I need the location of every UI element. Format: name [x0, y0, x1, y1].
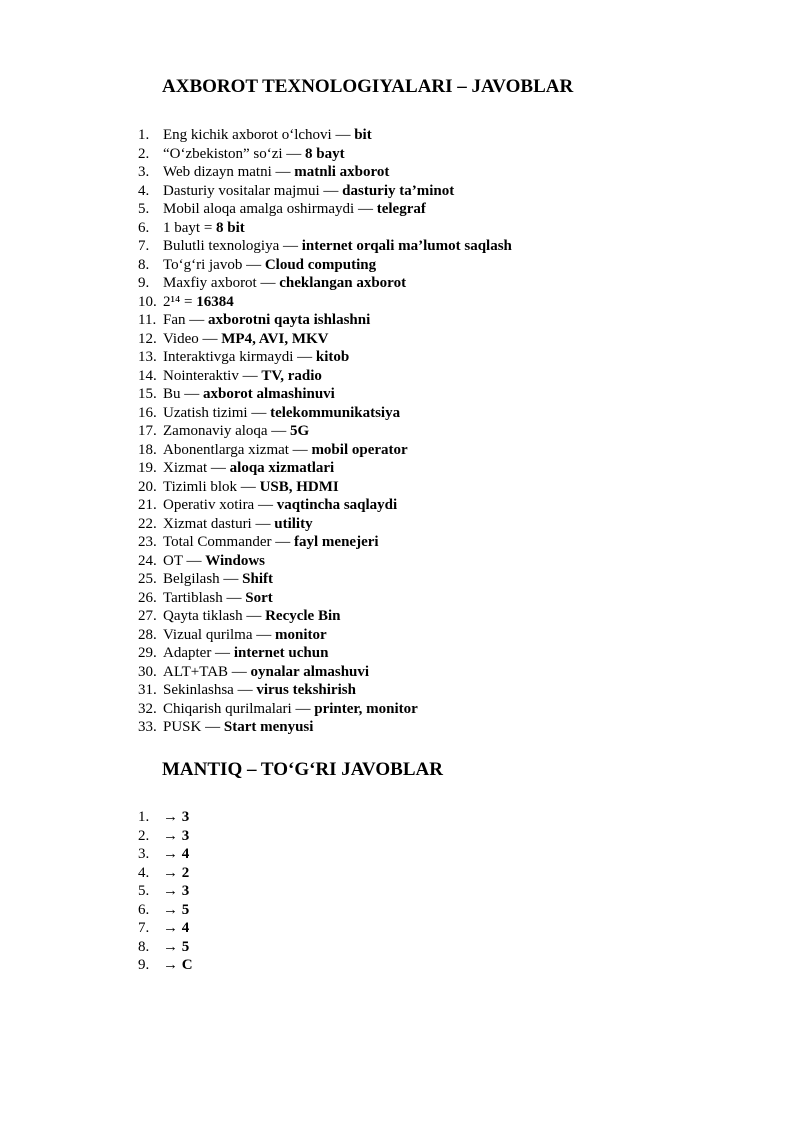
list-item	[138, 404, 512, 423]
item-answer: 4	[181, 846, 190, 862]
list-item	[138, 827, 193, 846]
answers-list-mantiq	[138, 808, 193, 975]
item-answer: aloqa xizmatlari	[229, 460, 335, 476]
answers-list-axborot	[138, 126, 512, 737]
item-question: →	[163, 901, 182, 918]
list-item	[138, 515, 512, 534]
item-question: →	[163, 827, 182, 844]
item-question: ALT+TAB —	[163, 663, 251, 680]
item-question: Tizimli blok —	[163, 478, 260, 495]
item-question: →	[163, 957, 182, 973]
list-item	[138, 552, 512, 571]
item-answer: MP4, AVI, MKV	[221, 330, 329, 347]
item-question: Fan —	[163, 312, 208, 328]
item-number: 23.	[138, 534, 157, 550]
list-item	[138, 145, 512, 164]
item-answer: 3	[181, 827, 190, 844]
item-number: 2.	[138, 827, 150, 844]
list-item	[138, 330, 512, 349]
item-question: Zamonaviy aloqa —	[163, 423, 291, 439]
item-number: 8.	[138, 938, 150, 955]
item-question: 2¹⁴ =	[163, 293, 197, 310]
item-answer: vaqtincha saqlaydi	[276, 497, 398, 513]
list-item	[138, 919, 193, 938]
item-answer: kitob	[315, 349, 350, 365]
item-number: 13.	[138, 349, 157, 365]
list-item	[138, 367, 512, 386]
item-question: Operativ xotira —	[163, 497, 277, 513]
list-item	[138, 163, 512, 182]
item-number: 1.	[138, 127, 150, 143]
item-question: Nointeraktiv —	[163, 367, 262, 384]
item-answer: Shift	[242, 571, 274, 587]
item-answer: TV, radio	[261, 367, 322, 384]
item-question: Chiqarish qurilmalari —	[163, 700, 315, 717]
item-answer: 8 bit	[216, 219, 245, 236]
item-answer: C	[181, 957, 193, 973]
item-number: 21.	[138, 497, 157, 513]
list-item	[138, 901, 193, 920]
item-number: 7.	[138, 920, 150, 936]
list-item	[138, 441, 512, 460]
item-answer: printer, monitor	[314, 700, 418, 717]
item-answer: dasturiy ta’minot	[342, 182, 455, 199]
item-question: Total Commander —	[163, 534, 295, 550]
item-question: Dasturiy vositalar majmui —	[163, 182, 343, 199]
item-number: 16.	[138, 404, 157, 421]
item-question: →	[163, 938, 182, 955]
list-item	[138, 200, 512, 219]
item-answer: internet orqali ma’lumot saqlash	[301, 238, 512, 254]
item-answer: Recycle Bin	[265, 608, 341, 624]
item-question: Mobil aloqa amalga oshirmaydi —	[163, 201, 377, 217]
item-answer: internet uchun	[233, 645, 329, 661]
item-question: Video —	[163, 330, 222, 347]
item-number: 1.	[138, 809, 150, 825]
list-item	[138, 533, 512, 552]
item-question: Sekinlashsa —	[163, 682, 257, 698]
list-item	[138, 663, 512, 682]
item-question: →	[163, 920, 182, 936]
item-number: 31.	[138, 682, 157, 698]
item-number: 9.	[138, 957, 150, 973]
item-answer: 4	[181, 920, 190, 936]
item-answer: cheklangan axborot	[279, 275, 407, 291]
item-number: 3.	[138, 846, 150, 862]
item-question: Vizual qurilma —	[163, 626, 275, 643]
list-item	[138, 718, 512, 737]
item-answer: mobil operator	[311, 441, 408, 458]
item-answer: Sort	[245, 589, 273, 606]
list-item	[138, 589, 512, 608]
item-question: →	[163, 864, 182, 881]
list-item	[138, 845, 193, 864]
item-question: Belgilash —	[163, 571, 243, 587]
item-question: Tartiblash —	[163, 589, 246, 606]
item-number: 7.	[138, 238, 150, 254]
list-item	[138, 293, 512, 312]
item-answer: utility	[274, 515, 313, 532]
item-number: 5.	[138, 883, 150, 899]
item-number: 11.	[138, 312, 157, 328]
list-item	[138, 700, 512, 719]
item-answer: virus tekshirish	[256, 682, 356, 698]
item-number: 15.	[138, 386, 157, 402]
list-item	[138, 626, 512, 645]
list-item	[138, 182, 512, 201]
item-number: 17.	[138, 423, 157, 439]
item-question: Bu —	[163, 386, 204, 402]
item-answer: 3	[181, 883, 190, 899]
item-question: Abonentlarga xizmat —	[163, 441, 312, 458]
list-item	[138, 385, 512, 404]
item-number: 4.	[138, 182, 150, 199]
item-question: Uzatish tizimi —	[163, 404, 271, 421]
item-question: Xizmat —	[163, 460, 230, 476]
item-number: 19.	[138, 460, 157, 476]
list-item	[138, 478, 512, 497]
item-question: Maxfiy axborot —	[163, 275, 280, 291]
list-item	[138, 311, 512, 330]
item-number: 29.	[138, 645, 157, 661]
item-answer: 5	[181, 938, 190, 955]
item-answer: 8 bayt	[305, 145, 345, 162]
item-question: Qayta tiklash —	[163, 608, 266, 624]
list-item	[138, 956, 193, 975]
item-answer: 16384	[196, 293, 234, 310]
item-question: Bulutli texnologiya —	[163, 238, 302, 254]
item-question: To‘g‘ri javob —	[163, 256, 265, 273]
item-question: Interaktivga kirmaydi —	[163, 349, 316, 365]
list-item	[138, 570, 512, 589]
item-answer: oynalar almashuvi	[250, 663, 370, 680]
section-title-mantiq: MANTIQ – TO‘G‘RI JAVOBLAR	[162, 759, 443, 780]
item-answer: fayl menejeri	[294, 534, 379, 550]
list-item	[138, 274, 512, 293]
list-item	[138, 864, 193, 883]
item-number: 32.	[138, 700, 157, 717]
item-question: PUSK —	[163, 719, 224, 735]
item-answer: axborotni qayta ishlashni	[208, 312, 371, 328]
item-question: →	[163, 846, 182, 862]
item-answer: telegraf	[376, 201, 426, 217]
item-answer: 5	[181, 901, 190, 918]
list-item	[138, 681, 512, 700]
item-number: 3.	[138, 164, 150, 180]
item-number: 33.	[138, 719, 157, 735]
item-answer: USB, HDMI	[259, 478, 339, 495]
item-question: Xizmat dasturi —	[163, 515, 275, 532]
item-number: 5.	[138, 201, 150, 217]
item-answer: Start menyusi	[223, 719, 314, 735]
list-item	[138, 348, 512, 367]
item-answer: matnli axborot	[294, 164, 390, 180]
list-item	[138, 459, 512, 478]
item-number: 9.	[138, 275, 150, 291]
item-number: 30.	[138, 663, 157, 680]
item-answer: 3	[181, 809, 190, 825]
item-number: 24.	[138, 552, 157, 569]
list-item	[138, 644, 512, 663]
item-question: OT —	[163, 552, 206, 569]
item-number: 28.	[138, 626, 157, 643]
item-answer: telekommunikatsiya	[270, 404, 401, 421]
list-item	[138, 808, 193, 827]
item-question: Web dizayn matni —	[163, 164, 295, 180]
item-answer: Windows	[205, 552, 265, 569]
list-item	[138, 607, 512, 626]
item-number: 12.	[138, 330, 157, 347]
item-question: Eng kichik axborot o‘lchovi —	[163, 127, 355, 143]
item-answer: Cloud computing	[264, 256, 377, 273]
item-answer: axborot almashinuvi	[203, 386, 335, 402]
item-number: 27.	[138, 608, 157, 624]
item-answer: 5G	[290, 423, 310, 439]
item-answer: 2	[181, 864, 190, 881]
item-question: →	[163, 809, 182, 825]
item-number: 6.	[138, 219, 150, 236]
item-question: Adapter —	[163, 645, 234, 661]
item-answer: bit	[354, 127, 372, 143]
item-number: 22.	[138, 515, 157, 532]
item-number: 26.	[138, 589, 157, 606]
item-question: →	[163, 883, 182, 899]
item-number: 6.	[138, 901, 150, 918]
item-number: 4.	[138, 864, 150, 881]
list-item	[138, 219, 512, 238]
list-item	[138, 938, 193, 957]
list-item	[138, 496, 512, 515]
item-number: 18.	[138, 441, 157, 458]
item-number: 8.	[138, 256, 150, 273]
section-title-axborot: AXBOROT TEXNOLOGIYALARI – JAVOBLAR	[162, 76, 574, 97]
item-number: 14.	[138, 367, 157, 384]
item-answer: monitor	[275, 626, 327, 643]
item-number: 2.	[138, 145, 150, 162]
item-number: 10.	[138, 293, 157, 310]
list-item	[138, 882, 193, 901]
list-item	[138, 422, 512, 441]
list-item	[138, 237, 512, 256]
item-number: 25.	[138, 571, 157, 587]
item-question: 1 bayt =	[163, 219, 217, 236]
list-item	[138, 256, 512, 275]
list-item	[138, 126, 512, 145]
item-number: 20.	[138, 478, 157, 495]
item-question: “O‘zbekiston” so‘zi —	[163, 145, 306, 162]
